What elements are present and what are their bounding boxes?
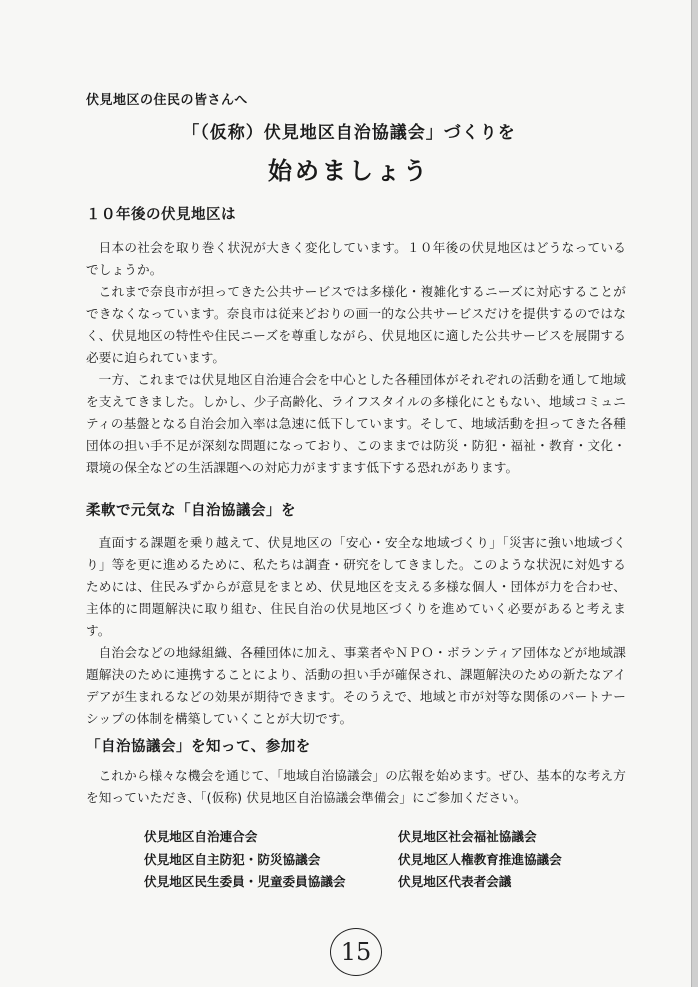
addressee-line: 伏見地区の住民の皆さんへ xyxy=(86,93,248,108)
organization-column-right xyxy=(398,826,562,894)
organization-name: 伏見地区自治連合会 xyxy=(144,829,258,844)
organization-name: 伏見地区民生委員・児童委員協議会 xyxy=(144,874,346,889)
title-line-2: 始めましょう xyxy=(268,157,430,185)
paragraph: 一方、これまでは伏見地区自治連合会を中心とした各種団体がそれぞれの活動を通して地域を支えてきました。しかし、少子高齢化、ライフスタイルの多様化にともない、地域コミュニティの基盤となる自治会加入率は急速に低下しています。そして、地域活動を担ってきた各種団体の担い手不足が深刻な問題になっており、このままでは防災・防犯・福祉・教育・文化・環境の保全などの生活課題への対応力がますます低下する恐れがあります。 xyxy=(86,372,626,475)
organization-name: 伏見地区人権教育推進協議会 xyxy=(398,851,562,867)
paragraph: 直面する課題を乗り越えて、伏見地区の「安心・安全な地域づくり」「災害に強い地域づくり」等を更に進めるために、私たちは調査・研究をしてきました。このような状況に対処するためには、住民みずからが意見をまとめ、伏見地区を支える多様な個人・団体が力を合わせ、主体的に問題解決に取り組む、住民自治の伏見地区づくりを進めていく必要があると考えます。 xyxy=(86,535,626,638)
organization-name: 伏見地区自主防犯・防災協議会 xyxy=(144,851,321,867)
paragraph: 日本の社会を取り巻く状況が大きく変化しています。１０年後の伏見地区はどうなっているでしょうか。 xyxy=(86,240,626,277)
page-number: 15 xyxy=(330,928,382,976)
paragraph: これまで奈良市が担ってきた公共サービスでは多様化・複雑化するニーズに対応することができなくなっています。奈良市は従来どおりの画一的な公共サービスだけを提供するのではなく、伏見地区の特性や住民ニーズを尊重しながら、伏見地区に適した公共サービスを展開する必要に迫られています。 xyxy=(86,284,626,365)
paragraph: 自治会などの地縁組織、各種団体に加え、事業者やＮＰＯ・ボランティア団体などが地域課題解決のために連携することにより、活動の担い手が確保され、課題解決のための新たなアイデアが生まれるなどの効果が期待できます。そのうえで、地域と市が対等な関係のパートナーシップの体制を構築していくことが大切です。 xyxy=(86,645,626,726)
section-heading-participate: 「自治協議会」を知って、参加を xyxy=(86,739,311,755)
title-line-1: 「（仮称）伏見地区自治協議会」づくりを xyxy=(182,123,516,143)
section-heading-council: 柔軟で元気な「自治協議会」を xyxy=(86,503,296,519)
organization-name: 伏見地区代表者会議 xyxy=(398,874,512,889)
organization-name: 伏見地区社会福祉協議会 xyxy=(398,829,537,844)
paragraph: これから様々な機会を通じて、「地域自治協議会」の広報を始めます。ぜひ、基本的な考え方を知っていただき、「(仮称) 伏見地区自治協議会準備会」にご参加ください。 xyxy=(86,768,626,805)
organization-column-left xyxy=(144,826,346,894)
page-edge xyxy=(691,0,698,987)
section-heading-future: １０年後の伏見地区は xyxy=(86,207,236,223)
